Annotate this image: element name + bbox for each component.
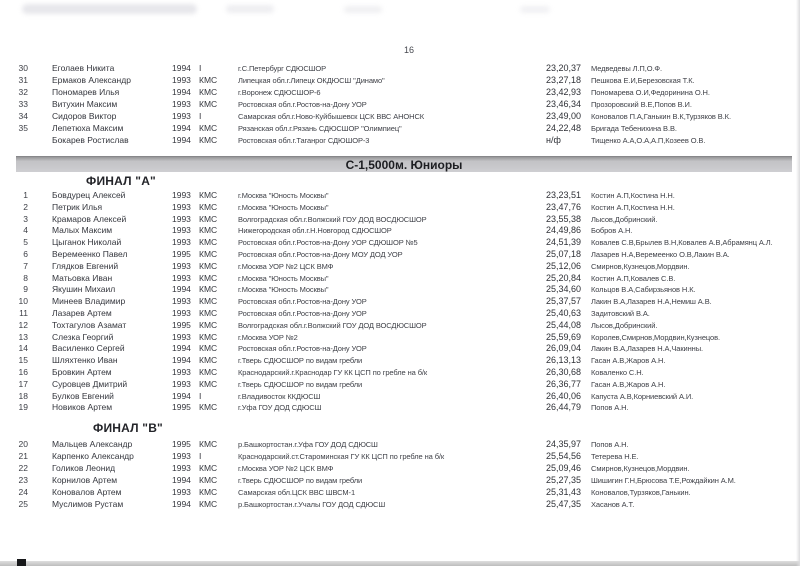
cell-rank: КМС — [199, 463, 218, 473]
cell-club: Волгоградская обл.г.Волжский ГОУ ДОД ВОСДЮСШОР — [238, 214, 427, 224]
cell-time: 26,36,77 — [546, 378, 582, 389]
cell-name: Ермаков Александр — [52, 75, 131, 85]
event-header-band — [16, 156, 792, 172]
cell-time: 25,34,60 — [546, 284, 582, 295]
cell-time: 25,54,56 — [546, 451, 582, 461]
cell-year: 1993 — [172, 237, 191, 248]
cell-num: 17 — [18, 378, 28, 389]
final-b-heading: ФИНАЛ "В" — [93, 421, 163, 435]
result-row — [2, 296, 798, 308]
cell-year: 1994 — [172, 343, 191, 354]
cell-year: 1994 — [172, 63, 191, 73]
result-row — [2, 98, 798, 110]
cell-num: 3 — [23, 213, 28, 224]
cell-club: г.Москва "Юность Москвы" — [238, 202, 329, 212]
cell-name: Якушин Михаил — [52, 284, 116, 295]
cell-year: 1995 — [172, 319, 191, 330]
cell-time: 24,22,48 — [546, 123, 582, 133]
scan-bottom-edge — [0, 561, 800, 566]
cell-rank: КМС — [199, 402, 218, 413]
cell-rank: I — [199, 63, 202, 73]
cell-rank: КМС — [199, 487, 218, 497]
cell-num: 13 — [18, 331, 28, 342]
cell-coach: Попов А.Н. — [591, 403, 629, 413]
cell-club: г.С.Петербург СДЮСШОР — [238, 64, 327, 73]
cell-club: Рязанская обл.г.Рязань СДЮСШОР "Олимпиец" — [238, 124, 402, 133]
cell-name: Новиков Артем — [52, 402, 113, 413]
cell-num: 24 — [18, 487, 28, 497]
cell-rank: КМС — [199, 296, 218, 307]
cell-coach: Ковалев С.В,Брылев В.Н,Ковалев А.В,Абрамянц А.Л. — [591, 238, 773, 248]
cell-coach: Бобров А.Н. — [591, 226, 633, 236]
cell-year: 1993 — [172, 378, 191, 389]
cell-rank: КМС — [199, 272, 218, 283]
cell-club: Краснодарский.г.Краснодар ГУ КК ЦСП по гребле на б/к — [238, 367, 428, 377]
cell-year: 1993 — [172, 225, 191, 236]
cell-time: 25,47,35 — [546, 499, 582, 509]
cell-coach: Пешкова Е.И,Березовская Т.К. — [591, 76, 695, 85]
cell-year: 1993 — [172, 463, 191, 473]
cell-club: Ростовская обл.г.Ростов-на-Дону МОУ ДОД УОР — [238, 249, 403, 259]
cell-time: 26,30,68 — [546, 366, 582, 377]
cell-time: 23,42,93 — [546, 87, 582, 97]
cell-name: Корнилов Артем — [52, 475, 118, 485]
cell-year: 1993 — [172, 487, 191, 497]
cell-num: 5 — [23, 237, 28, 248]
final-a-heading: ФИНАЛ "А" — [86, 174, 156, 188]
final-b-results — [2, 438, 798, 510]
cell-coach: Коваленко С.Н. — [591, 367, 644, 377]
cell-time: 24,49,86 — [546, 225, 582, 236]
cell-club: г.Москва "Юность Москвы" — [238, 273, 329, 283]
cell-time: 23,23,51 — [546, 190, 582, 200]
cell-name: Веремеенко Павел — [52, 248, 128, 259]
cell-num: 30 — [18, 63, 28, 73]
cell-club: Ростовская обл.г.Ростов-на-Дону УОР — [238, 344, 367, 354]
cell-year: 1993 — [172, 331, 191, 342]
cell-name: Минеев Владимир — [52, 296, 126, 307]
cell-time: 23,47,76 — [546, 201, 582, 212]
cell-year: 1994 — [172, 390, 191, 401]
cell-time: 24,51,39 — [546, 237, 582, 248]
event-title: С-1,5000м. Юниоры — [345, 157, 463, 172]
cell-club: р.Башкортостан.г.Уфа ГОУ ДОД СДЮСШ — [238, 440, 378, 449]
cell-name: Крамаров Алексей — [52, 213, 127, 224]
scan-smudge — [22, 4, 197, 14]
cell-name: Василенко Сергей — [52, 343, 125, 354]
cell-club: Нижегородская обл.г.Н.Новгород СДЮСШОР — [238, 226, 392, 236]
cell-club: г.Владивосток ККДЮСШ — [238, 391, 321, 401]
cell-club: Краснодарский.ст.Староминская ГУ КК ЦСП по гребле на б/к — [238, 452, 445, 461]
cell-name: Шляхтенко Иван — [52, 355, 118, 366]
cell-coach: Костин А.П,Ковалев С.В. — [591, 273, 676, 283]
cell-club: г.Москва УОР №2 ЦСК ВМФ — [238, 464, 334, 473]
result-row — [2, 332, 798, 344]
cell-time: 25,37,57 — [546, 296, 582, 307]
result-row — [2, 367, 798, 379]
cell-rank: КМС — [199, 123, 218, 133]
result-row — [2, 122, 798, 134]
result-row — [2, 486, 798, 498]
cell-time: 25,44,08 — [546, 319, 582, 330]
cell-num: 35 — [18, 123, 28, 133]
cell-year: 1994 — [172, 499, 191, 509]
cell-club: Самарская обл.г.Ново-Куйбышевск ЦСК ВВС АНОНСК — [238, 112, 425, 121]
cell-num: 11 — [19, 307, 28, 318]
cell-club: г.Москва "Юность Москвы" — [238, 285, 329, 295]
cell-num: 23 — [18, 475, 28, 485]
cell-year: 1994 — [172, 355, 191, 366]
cell-rank: КМС — [199, 378, 218, 389]
cell-coach: Королев,Смирнов,Мордвин,Кузнецов. — [591, 332, 720, 342]
cell-coach: Костин А.П,Костина Н.Н. — [591, 202, 675, 212]
result-row — [2, 249, 798, 261]
cell-rank: КМС — [199, 331, 218, 342]
cell-coach: Лысов,Добринский. — [591, 320, 658, 330]
page-number: 16 — [404, 45, 415, 55]
cell-year: 1995 — [172, 439, 191, 449]
cell-year: 1993 — [172, 296, 191, 307]
cell-rank: КМС — [199, 343, 218, 354]
cell-name: Петрик Илья — [52, 201, 103, 212]
scan-right-edge — [796, 0, 800, 566]
result-row — [2, 355, 798, 367]
cell-year: 1993 — [172, 451, 191, 461]
cell-club: г.Тверь СДЮСШОР по видам гребли — [238, 379, 363, 389]
cell-name: Мальцев Александр — [52, 439, 133, 449]
cell-rank: I — [199, 451, 202, 461]
cell-rank: КМС — [199, 75, 218, 85]
cell-name: Лазарев Артем — [52, 307, 112, 318]
cell-name: Карпенко Александр — [52, 451, 134, 461]
cell-year: 1994 — [172, 475, 191, 485]
cell-name: Муслимов Рустам — [52, 499, 124, 509]
scan-bottom-mark — [17, 559, 26, 566]
cell-club: г.Москва УОР №2 ЦСК ВМФ — [238, 261, 334, 271]
cell-rank: КМС — [199, 87, 218, 97]
cell-club: г.Тверь СДЮСШОР по видам гребли — [238, 476, 363, 485]
scan-smudge — [226, 5, 274, 13]
cell-num: 14 — [18, 343, 28, 354]
cell-rank: КМС — [199, 201, 218, 212]
cell-year: 1993 — [172, 366, 191, 377]
cell-num: 33 — [18, 99, 28, 109]
cell-name: Коновалов Артем — [52, 487, 122, 497]
cell-rank: I — [199, 111, 202, 121]
cell-time: 25,31,43 — [546, 487, 582, 497]
cell-coach: Гасан А.В,Жаров А.Н. — [591, 356, 666, 366]
cell-coach: Лысов,Добринский. — [591, 214, 658, 224]
cell-name: Суровцев Дмитрий — [52, 378, 128, 389]
cell-year: 1994 — [172, 123, 191, 133]
cell-num: 6 — [23, 248, 28, 259]
result-row — [2, 308, 798, 320]
cell-time: н/ф — [546, 135, 561, 145]
result-row — [2, 379, 798, 391]
cell-num: 7 — [23, 260, 28, 271]
cell-coach: Костин А.П,Костина Н.Н. — [591, 191, 675, 200]
cell-num: 22 — [18, 463, 28, 473]
cell-coach: Смирнов,Кузнецов,Мордвин. — [591, 261, 690, 271]
cell-rank: КМС — [199, 248, 218, 259]
result-row — [2, 320, 798, 332]
cell-name: Сидоров Виктор — [52, 111, 117, 121]
cell-club: Ростовская обл.г.Ростов-на-Дону УОР — [238, 308, 367, 318]
cell-time: 25,09,46 — [546, 463, 582, 473]
cell-num: 19 — [18, 402, 28, 413]
cell-num: 15 — [18, 355, 28, 366]
cell-club: Самарская обл.ЦСК ВВС ШВСМ-1 — [238, 488, 356, 497]
result-row — [2, 62, 798, 74]
cell-time: 25,27,35 — [546, 475, 582, 485]
cell-rank: КМС — [199, 319, 218, 330]
cell-num: 4 — [23, 225, 28, 236]
cell-rank: КМС — [199, 213, 218, 224]
cell-year: 1993 — [172, 213, 191, 224]
cell-num: 32 — [18, 87, 28, 97]
cell-club: р.Башкортостан.г.Учалы ГОУ ДОД СДЮСШ — [238, 500, 386, 509]
cell-club: г.Воронеж СДЮСШОР-6 — [238, 88, 321, 97]
cell-rank: КМС — [199, 284, 218, 295]
cell-club: Ростовская обл.г.Ростов-на-Дону УОР СДЮШОР №5 — [238, 238, 418, 248]
cell-time: 26,09,04 — [546, 343, 582, 354]
cell-club: Ростовская обл.г.Ростов-на-Дону УОР — [238, 297, 367, 307]
cell-time: 26,40,06 — [546, 390, 582, 401]
result-row — [2, 343, 798, 355]
cell-year: 1995 — [172, 402, 191, 413]
cell-coach: Лакин В.А,Лазарев Н.А,Немиш А.В. — [591, 297, 712, 307]
cell-num: 12 — [18, 319, 28, 330]
cell-name: Лепетюха Максим — [52, 123, 124, 133]
cell-coach: Прозоровский В.Е,Попов В.И. — [591, 100, 692, 109]
cell-name: Матьовка Иван — [52, 272, 113, 283]
cell-year: 1993 — [172, 190, 191, 200]
result-row — [2, 225, 798, 237]
cell-club: г.Москва УОР №2 — [238, 332, 298, 342]
cell-year: 1993 — [172, 99, 191, 109]
cell-num: 10 — [18, 296, 28, 307]
cell-coach: Тищенко А.А,О.А,А.П,Козеев О.В. — [591, 136, 706, 145]
cell-coach: Попов А.Н. — [591, 440, 629, 449]
cell-time: 23,27,18 — [546, 75, 582, 85]
cell-rank: КМС — [199, 225, 218, 236]
result-row — [2, 284, 798, 296]
cell-club: Волгоградская обл.г.Волжский ГОУ ДОД ВОСДЮСШОР — [238, 320, 427, 330]
result-row — [2, 86, 798, 98]
cell-coach: Хасанов А.Т. — [591, 500, 635, 509]
cell-num: 16 — [18, 366, 28, 377]
cell-time: 23,20,37 — [546, 63, 582, 73]
result-row — [2, 110, 798, 122]
cell-num: 25 — [18, 499, 28, 509]
cell-year: 1993 — [172, 201, 191, 212]
cell-num: 31 — [18, 75, 28, 85]
final-a-results — [2, 190, 798, 414]
cell-rank: КМС — [199, 366, 218, 377]
cell-coach: Бригада Тебенихина В.В. — [591, 124, 677, 133]
cell-rank: КМС — [199, 99, 218, 109]
cell-coach: Коновалов П.А,Ганькин В.К,Турзяков В.К. — [591, 112, 731, 121]
cell-name: Голиков Леонид — [52, 463, 116, 473]
cell-name: Тохтагулов Азамат — [52, 319, 127, 330]
cell-name: Цыганок Николай — [52, 237, 122, 248]
cell-coach: Медведевы Л.П,О.Ф. — [591, 64, 663, 73]
cell-name: Пономарев Илья — [52, 87, 120, 97]
cell-rank: I — [199, 390, 202, 401]
cell-club: Ростовская обл.г.Таганрог СДЮШОР-3 — [238, 136, 370, 145]
cell-coach: Пономарева О.И,Федоринина О.Н. — [591, 88, 710, 97]
cell-coach: Тетерева Н.Е. — [591, 452, 639, 461]
result-row — [2, 462, 798, 474]
cell-rank: КМС — [199, 355, 218, 366]
cell-coach: Кольцов В.А,Сабирзьянов Н.К. — [591, 285, 696, 295]
cell-coach: Коновалов,Турзяков,Ганькин. — [591, 488, 691, 497]
cell-year: 1993 — [172, 307, 191, 318]
result-row — [2, 450, 798, 462]
cell-rank: КМС — [199, 475, 218, 485]
result-row — [2, 402, 798, 414]
result-row — [2, 391, 798, 403]
cell-num: 18 — [18, 390, 28, 401]
cell-year: 1993 — [172, 272, 191, 283]
scan-smudge — [520, 6, 550, 13]
cell-rank: КМС — [199, 307, 218, 318]
cell-club: г.Москва "Юность Москвы" — [238, 191, 329, 200]
cell-time: 25,59,69 — [546, 331, 582, 342]
result-row — [2, 237, 798, 249]
cell-name: Бокарев Ростислав — [52, 135, 129, 145]
cell-time: 23,49,00 — [546, 111, 582, 121]
cell-rank: КМС — [199, 190, 218, 200]
cell-time: 25,20,84 — [546, 272, 582, 283]
result-row — [2, 474, 798, 486]
cell-year: 1994 — [172, 87, 191, 97]
cell-rank: КМС — [199, 135, 218, 145]
cell-year: 1993 — [172, 111, 191, 121]
cell-time: 23,55,38 — [546, 213, 582, 224]
result-row — [2, 134, 798, 146]
cell-coach: Гасан А.В,Жаров А.Н. — [591, 379, 666, 389]
prev-event-results — [2, 62, 798, 146]
cell-coach: Шишигин Г.Н,Брюсова Т.Е,Рождайкин А.М. — [591, 476, 736, 485]
cell-rank: КМС — [199, 260, 218, 271]
cell-time: 25,40,63 — [546, 307, 582, 318]
cell-coach: Задитовский В.А. — [591, 308, 650, 318]
result-row — [2, 273, 798, 285]
cell-name: Булков Евгений — [52, 390, 114, 401]
cell-year: 1994 — [172, 284, 191, 295]
result-row — [2, 202, 798, 214]
cell-name: Малых Максим — [52, 225, 113, 236]
cell-year: 1994 — [172, 135, 191, 145]
cell-name: Бровкин Артем — [52, 366, 112, 377]
cell-name: Еголаев Никита — [52, 63, 115, 73]
cell-coach: Лазарев Н.А,Веремеенко О.В,Лакин В.А. — [591, 249, 730, 259]
cell-time: 24,35,97 — [546, 439, 582, 449]
cell-name: Глядков Евгений — [52, 260, 119, 271]
cell-num: 34 — [18, 111, 28, 121]
scan-smudge — [344, 6, 382, 13]
cell-num: 21 — [18, 451, 28, 461]
result-row — [2, 214, 798, 226]
cell-num: 8 — [23, 272, 28, 283]
cell-coach: Лакин В.А,Лазарев Н.А,Чакинны. — [591, 344, 703, 354]
cell-year: 1993 — [172, 75, 191, 85]
cell-name: Слезка Георгий — [52, 331, 114, 342]
cell-time: 23,46,34 — [546, 99, 582, 109]
cell-num: 2 — [23, 201, 28, 212]
cell-club: г.Уфа ГОУ ДОД СДЮСШ — [238, 403, 322, 413]
result-row — [2, 498, 798, 510]
cell-club: Ростовская обл.г.Ростов-на-Дону УОР — [238, 100, 367, 109]
cell-year: 1995 — [172, 248, 191, 259]
cell-rank: КМС — [199, 237, 218, 248]
cell-rank: КМС — [199, 439, 218, 449]
cell-year: 1993 — [172, 260, 191, 271]
cell-num: 20 — [18, 439, 28, 449]
cell-rank: КМС — [199, 499, 218, 509]
result-row — [2, 438, 798, 450]
cell-time: 26,13,13 — [546, 355, 582, 366]
result-row — [2, 74, 798, 86]
cell-time: 25,07,18 — [546, 248, 582, 259]
cell-club: г.Тверь СДЮСШОР по видам гребли — [238, 356, 363, 366]
cell-coach: Капуста А.В,Корниевский А.И. — [591, 391, 694, 401]
cell-coach: Смирнов,Кузнецов,Мордвин. — [591, 464, 690, 473]
result-row — [2, 261, 798, 273]
result-row — [2, 190, 798, 202]
cell-name: Витухин Максим — [52, 99, 118, 109]
cell-num: 1 — [23, 190, 28, 200]
cell-num: 9 — [23, 284, 28, 295]
cell-name: Бовдурец Алексей — [52, 190, 126, 200]
cell-time: 25,12,06 — [546, 260, 582, 271]
cell-club: Липецкая обл.г.Липецк ОКДЮСШ "Динамо" — [238, 76, 385, 85]
cell-time: 26,44,79 — [546, 402, 582, 413]
